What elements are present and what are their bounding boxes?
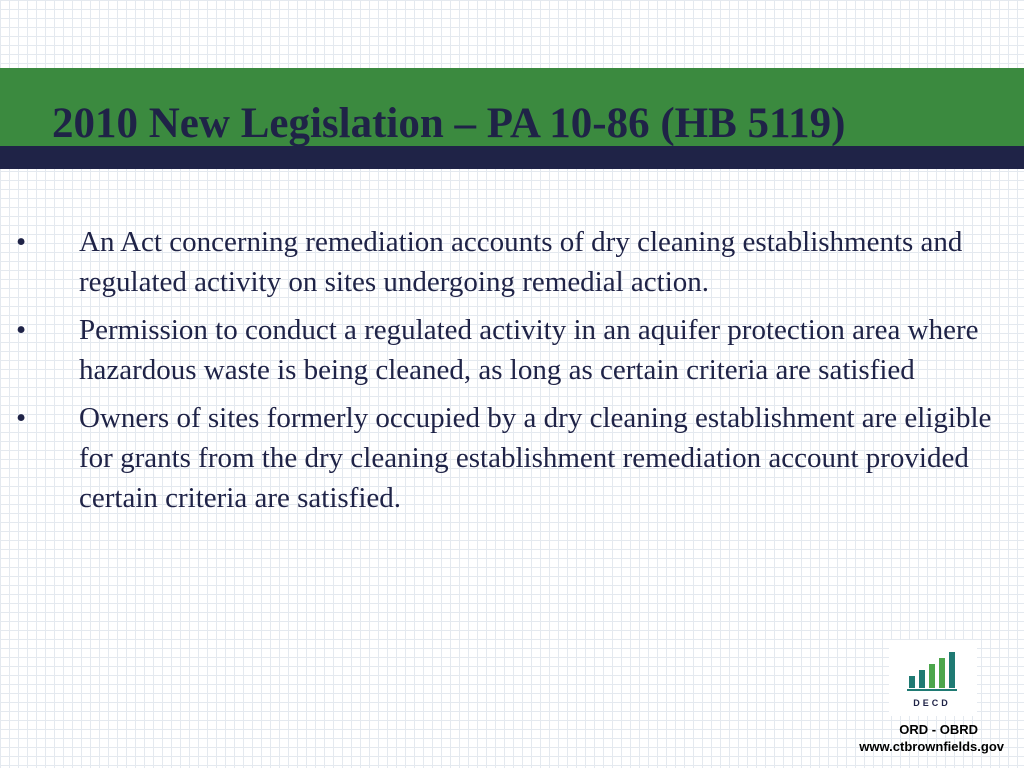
bullet-icon: • — [16, 402, 27, 434]
bullet-text: Owners of sites formerly occupied by a dry cleaning establishment are eligible for grants from the dry cleaning establishment remediation account provided certain criteria are satisfied. — [79, 402, 992, 514]
footer-url: www.ctbrownfields.gov — [859, 739, 1004, 754]
decd-logo — [889, 640, 977, 716]
bullet-item — [0, 222, 1000, 302]
bullet-item — [0, 398, 1000, 518]
bullet-list — [0, 222, 1000, 526]
bullet-icon: • — [16, 314, 27, 346]
bullet-text: Permission to conduct a regulated activity in an aquifer protection area where hazardous waste is being cleaned, as long as certain criteria are satisfied — [79, 314, 979, 386]
footer-org: ORD - OBRD — [899, 722, 978, 737]
bullet-text: An Act concerning remediation accounts of dry cleaning establishments and regulated activity on sites undergoing remedial action. — [79, 226, 963, 298]
decd-bar-chart-logo-icon — [889, 640, 977, 716]
bullet-item — [0, 310, 1000, 390]
slide-title: 2010 New Legislation – PA 10-86 (HB 5119) — [52, 100, 846, 147]
logo-text: DECD — [913, 698, 951, 708]
bullet-icon: • — [16, 226, 27, 258]
